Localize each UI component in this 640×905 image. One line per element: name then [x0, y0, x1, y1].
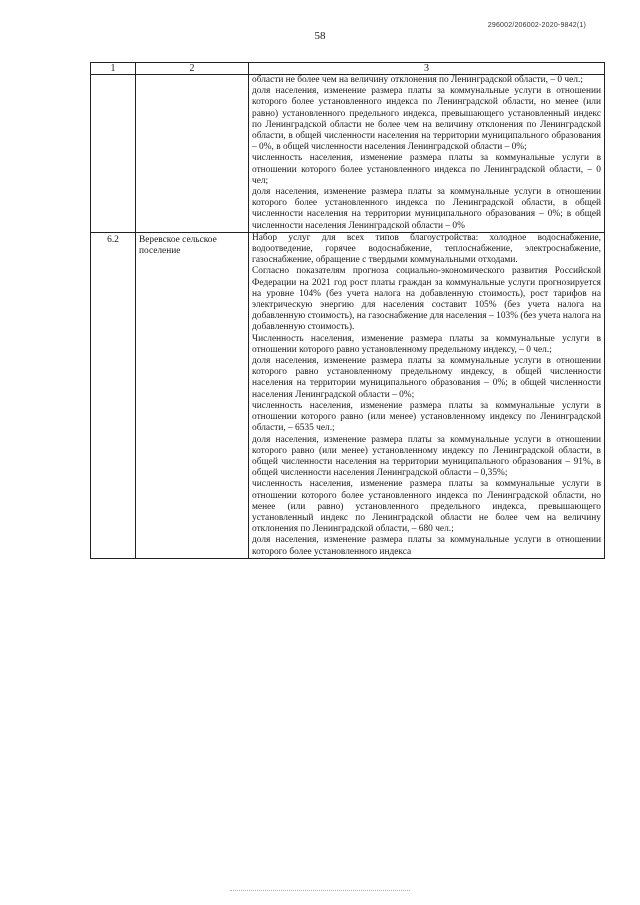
data-table — [90, 62, 605, 559]
footer-line — [230, 890, 410, 891]
row-content — [249, 75, 605, 233]
paragraph: доля населения, изменение размера платы за коммунальные услуги в отношении которого более установленного индекса — [252, 535, 601, 557]
row-number — [91, 75, 136, 233]
header-col-2: 2 — [136, 63, 249, 75]
header-col-1: 1 — [91, 63, 136, 75]
paragraph: Численность населения, изменение размера платы за коммунальные услуги в отношении которого равно установленному предельному индексу, – 0 чел.; — [252, 333, 601, 355]
municipality-name — [136, 75, 249, 233]
page-number: 58 — [314, 30, 326, 42]
paragraph: численность населения, изменение размера платы за коммунальные услуги в отношении которого более установленного индекса по Ленинградской области, но менее (или равно) установленного предельного индекса, превышающего установленный индекс по Ленинградской области не более чем на величину отклонения по Ленинградской области, – 680 чел.; — [252, 479, 601, 535]
table-row — [91, 75, 605, 233]
table-row — [91, 232, 605, 558]
paragraph: доля населения, изменение размера платы за коммунальные услуги в отношении которого более установленного индекса по Ленинградской области, в общей численности населения на территории муниципального образования – 0%; в общей численности населения Ленинградской области – 0% — [252, 187, 601, 231]
paragraph: численность населения, изменение размера платы за коммунальные услуги в отношении которого равно (или менее) установленному индексу по Ленинградской области, – 6535 чел.; — [252, 400, 601, 434]
row-content — [249, 232, 605, 558]
paragraph: Согласно показателям прогноза социально-экономического развития Российской Федерации на 2021 год рост платы граждан за коммунальные услуги прогнозируется на уровне 104% (без учета налога на добавленную стоимость), рост тарифов на электрическую энергию для населения составит 105% (без учета налога на добавленную стоимость), на газоснабжение для населения – 103% (без учета налога на добавленную стоимость). — [252, 266, 601, 333]
paragraph: Набор услуг для всех типов благоустройства: холодное водоснабжение, водоотведение, горячее водоснабжение, теплоснабжение, электроснабжение, газоснабжение, обращение с твердыми коммунальными отходами. — [252, 232, 601, 266]
row-number: 6.2 — [91, 232, 136, 558]
header-col-3: 3 — [249, 63, 605, 75]
table-header-row — [91, 63, 605, 75]
paragraph: численность населения, изменение размера платы за коммунальные услуги в отношении которого более установленного индекса по Ленинградской области, – 0 чел; — [252, 153, 601, 186]
paragraph: доля населения, изменение размера платы за коммунальные услуги в отношении которого равно установленному предельному индексу, в общей численности населения на территории муниципального образования – 0%; в общей численности населения Ленинградской области – 0%; — [252, 356, 601, 400]
municipality-name: Веревское сельское поселение — [136, 232, 249, 558]
paragraph: доля населения, изменение размера платы за коммунальные услуги в отношении которого равно (или менее) установленному индексу по Ленинградской области, в общей численности населения на территории муниципального образования – 91%, в общей численности населения Ленинградской области – 0,35%; — [252, 434, 601, 479]
paragraph: области не более чем на величину отклонения по Ленинградской области, – 0 чел.; — [252, 75, 583, 85]
paragraph: доля населения, изменение размера платы за коммунальные услуги в отношении которого более установленного индекса по Ленинградской области, но менее (или равно) установленного предельного индекса, превышающего установленный индекс по Ленинградской области не более чем на величину отклонения по Ленинградской области, в общей численности населения на территории муниципального образования – 0%, в общей численности населения Ленинградской области – 0%; — [252, 86, 601, 153]
document-id: 296002/206002-2020-9842(1) — [487, 22, 586, 29]
